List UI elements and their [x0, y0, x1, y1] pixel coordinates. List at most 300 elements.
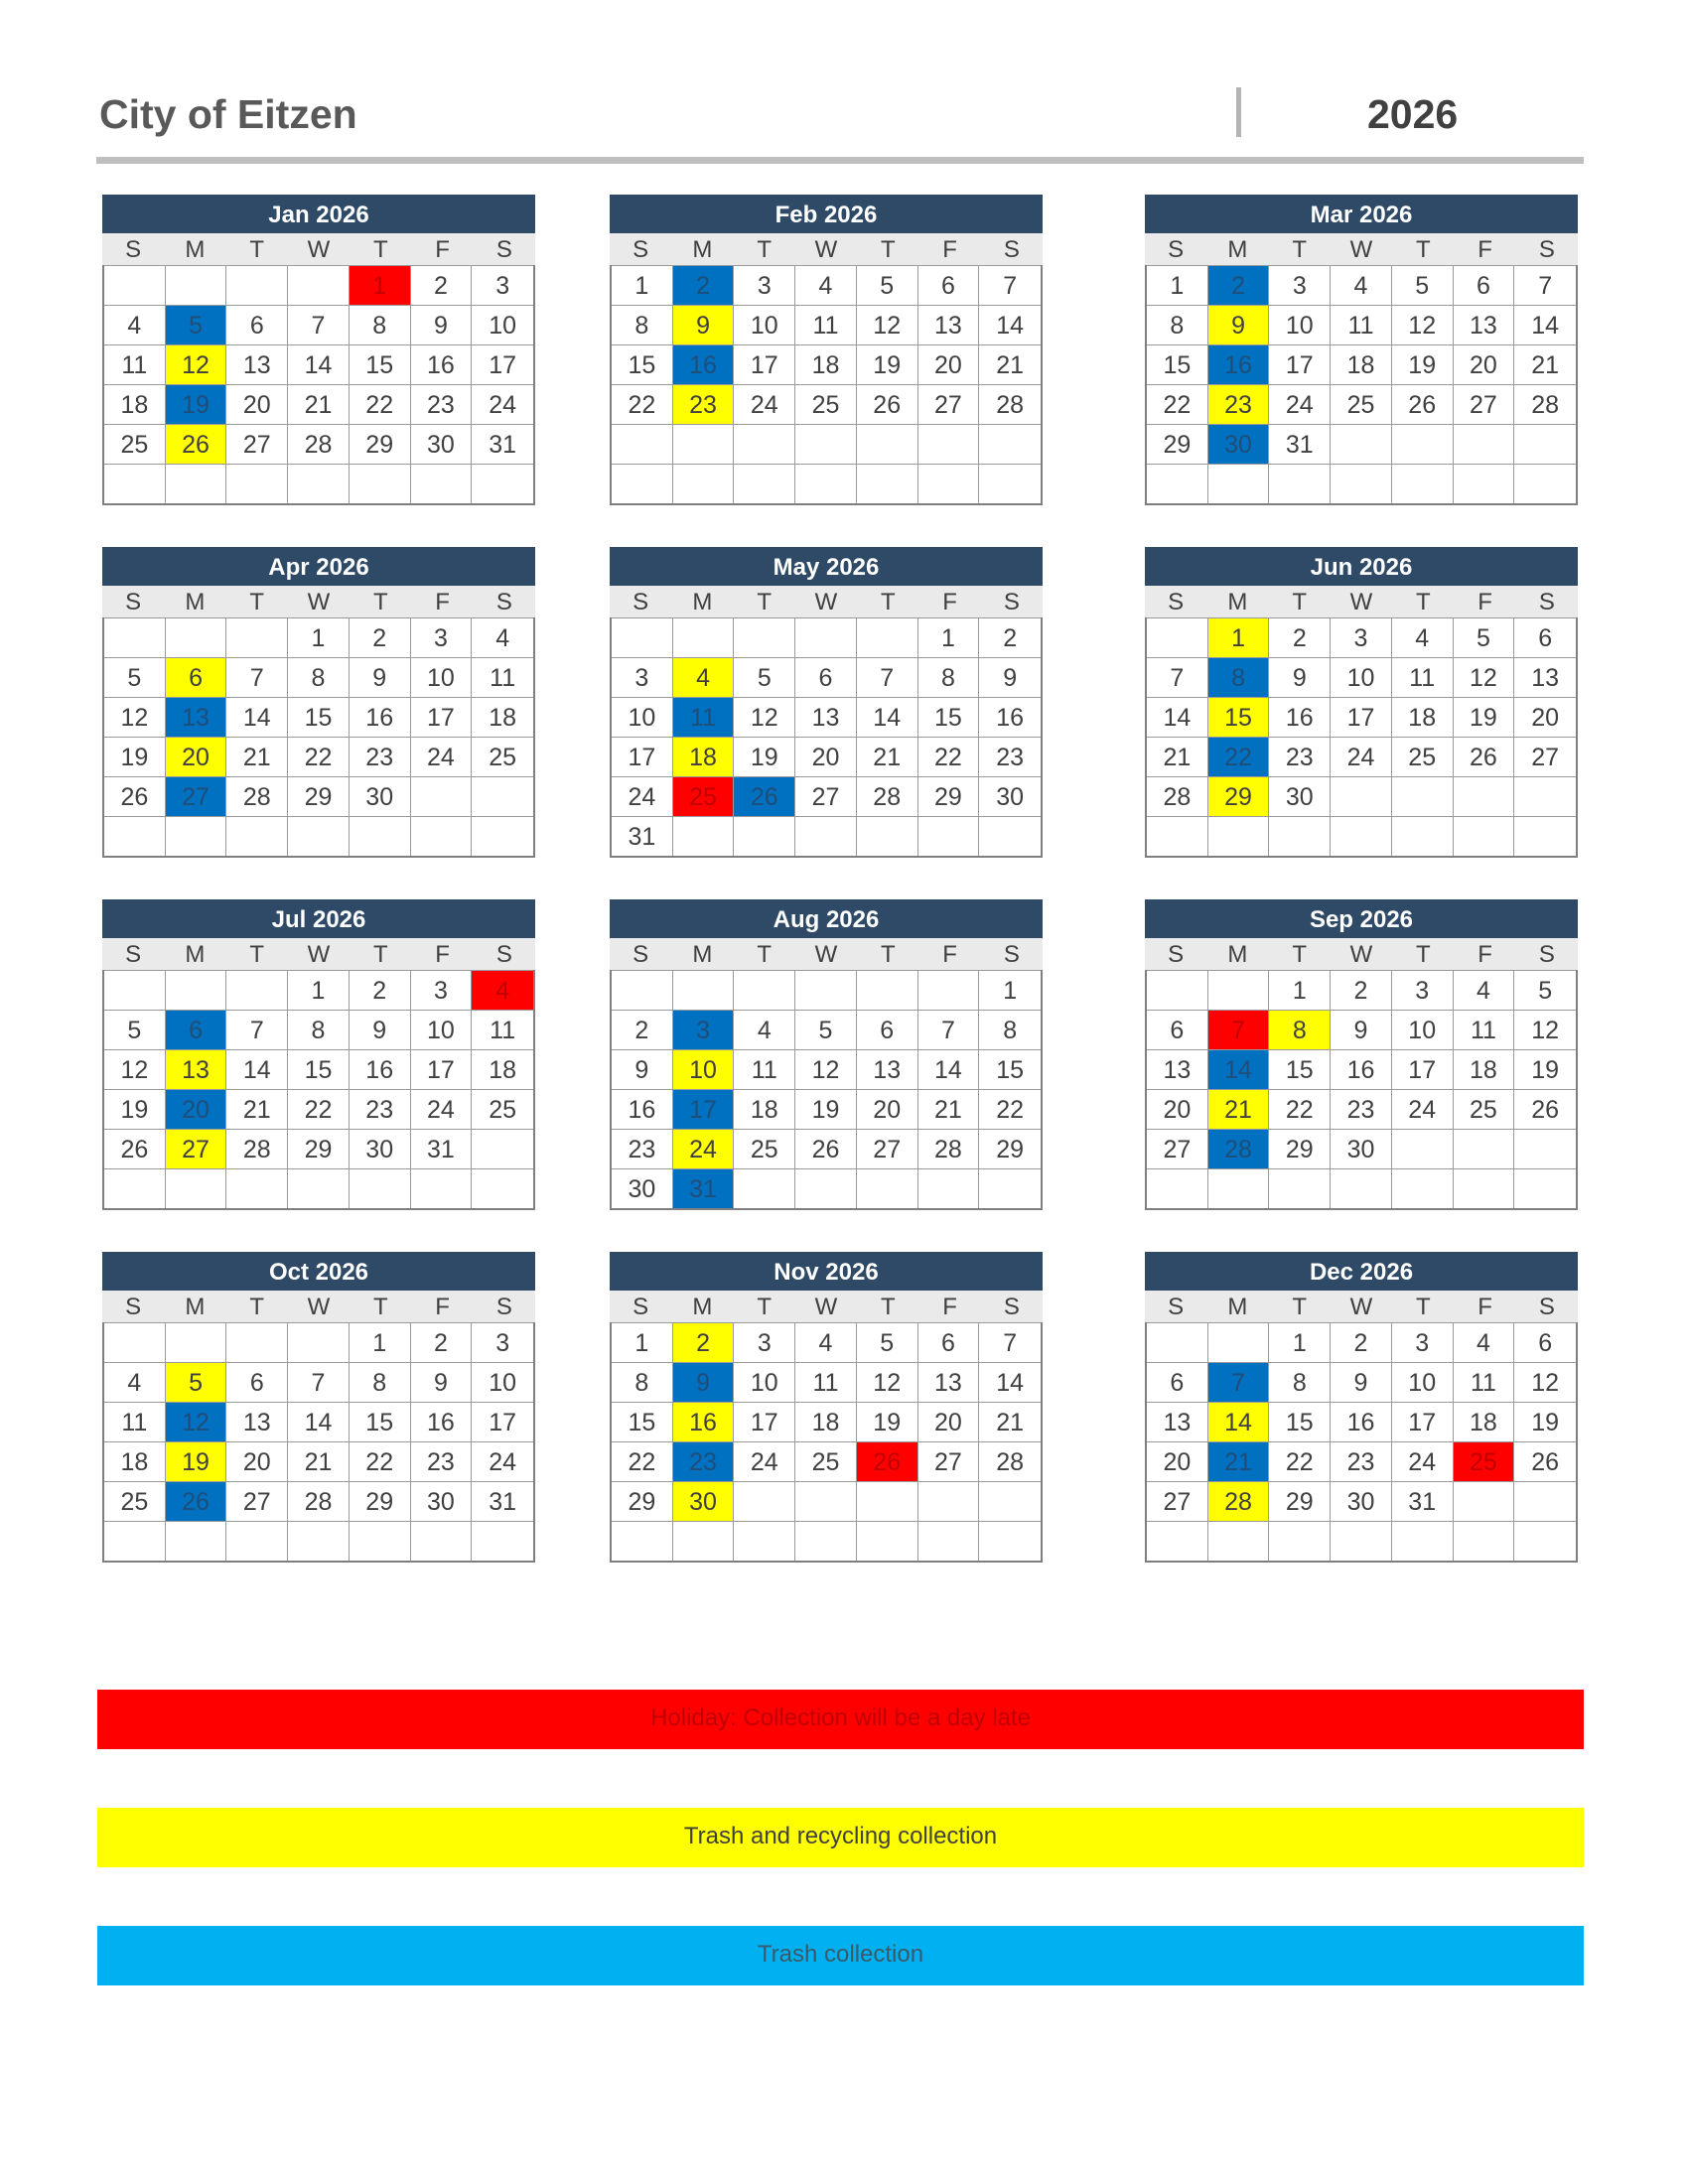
day-cell: 2 — [1208, 265, 1270, 305]
weekday-header — [1145, 586, 1578, 617]
day-cell: 14 — [288, 344, 350, 384]
day-cell: 25 — [673, 776, 735, 816]
day-cell: 23 — [1208, 384, 1270, 424]
day-cell: 24 — [1392, 1089, 1454, 1129]
weekday-label: S — [125, 1294, 142, 1320]
empty-cell — [104, 970, 166, 1010]
day-cell: 3 — [734, 265, 795, 305]
day-cell: 8 — [612, 1362, 673, 1402]
empty-cell — [857, 464, 918, 503]
empty-cell — [1454, 424, 1515, 464]
empty-cell — [411, 816, 473, 856]
day-cell: 9 — [1269, 657, 1331, 697]
weekday-label: T — [1415, 1294, 1431, 1320]
day-cell: 27 — [166, 1129, 227, 1168]
day-grid — [1145, 1322, 1578, 1563]
day-cell: 6 — [1147, 1010, 1208, 1049]
empty-cell — [857, 424, 918, 464]
day-cell: 3 — [612, 657, 673, 697]
empty-cell — [1147, 1322, 1208, 1362]
month-calendar — [102, 547, 535, 858]
day-cell: 13 — [1147, 1049, 1208, 1089]
day-cell: 23 — [411, 384, 473, 424]
day-cell: 11 — [1454, 1362, 1515, 1402]
empty-cell — [1392, 464, 1454, 503]
day-cell: 21 — [226, 1089, 288, 1129]
day-cell: 19 — [166, 1441, 227, 1481]
weekday-label: T — [1292, 1294, 1308, 1320]
month-title: Jul 2026 — [102, 899, 535, 938]
weekday-label: T — [1415, 941, 1431, 968]
day-cell: 19 — [857, 1402, 918, 1441]
day-cell: 8 — [918, 657, 980, 697]
day-cell: 4 — [1331, 265, 1392, 305]
weekday-label: F — [435, 236, 450, 263]
day-cell: 9 — [411, 1362, 473, 1402]
empty-cell — [795, 1481, 857, 1521]
day-grid — [102, 265, 535, 505]
day-cell: 20 — [166, 737, 227, 776]
empty-cell — [288, 1521, 350, 1561]
day-cell: 14 — [979, 1362, 1041, 1402]
empty-cell — [1514, 1521, 1576, 1561]
day-cell: 22 — [350, 384, 411, 424]
day-cell: 11 — [1392, 657, 1454, 697]
day-cell: 16 — [1331, 1049, 1392, 1089]
day-cell: 10 — [1331, 657, 1392, 697]
day-cell: 27 — [1514, 737, 1576, 776]
day-cell: 1 — [612, 1322, 673, 1362]
weekday-label: T — [1415, 589, 1431, 615]
day-cell: 17 — [1392, 1402, 1454, 1441]
day-cell: 27 — [1147, 1129, 1208, 1168]
day-cell: 10 — [472, 305, 533, 344]
empty-cell — [734, 1481, 795, 1521]
day-cell: 8 — [1269, 1362, 1331, 1402]
day-cell: 14 — [1514, 305, 1576, 344]
weekday-label: W — [814, 941, 838, 968]
empty-cell — [1147, 970, 1208, 1010]
weekday-label: S — [1003, 236, 1020, 263]
weekday-label: W — [307, 941, 331, 968]
day-cell: 5 — [104, 657, 166, 697]
day-cell: 2 — [612, 1010, 673, 1049]
day-cell: 20 — [1454, 344, 1515, 384]
empty-cell — [1392, 776, 1454, 816]
day-cell: 7 — [918, 1010, 980, 1049]
day-cell: 19 — [1392, 344, 1454, 384]
page-header — [96, 81, 1584, 161]
day-cell: 14 — [1147, 697, 1208, 737]
empty-cell — [1269, 816, 1331, 856]
empty-cell — [1514, 816, 1576, 856]
empty-cell — [734, 617, 795, 657]
month-title: Mar 2026 — [1145, 195, 1578, 233]
day-cell: 12 — [104, 697, 166, 737]
day-cell: 26 — [1392, 384, 1454, 424]
empty-cell — [734, 970, 795, 1010]
day-cell: 2 — [673, 265, 735, 305]
day-cell: 4 — [673, 657, 735, 697]
empty-cell — [411, 776, 473, 816]
day-cell: 12 — [734, 697, 795, 737]
day-cell: 13 — [226, 1402, 288, 1441]
weekday-label: S — [1538, 236, 1555, 263]
empty-cell — [1514, 424, 1576, 464]
day-cell: 8 — [612, 305, 673, 344]
empty-cell — [795, 1168, 857, 1208]
empty-cell — [1514, 464, 1576, 503]
empty-cell — [612, 424, 673, 464]
day-cell: 28 — [979, 384, 1041, 424]
empty-cell — [104, 1521, 166, 1561]
day-cell: 17 — [472, 344, 533, 384]
day-cell: 5 — [166, 305, 227, 344]
day-cell: 18 — [673, 737, 735, 776]
day-cell: 17 — [734, 344, 795, 384]
empty-cell — [166, 1322, 227, 1362]
day-cell: 7 — [288, 305, 350, 344]
day-cell: 12 — [1514, 1362, 1576, 1402]
day-cell: 31 — [472, 1481, 533, 1521]
empty-cell — [166, 970, 227, 1010]
weekday-label: S — [125, 941, 142, 968]
day-cell: 1 — [979, 970, 1041, 1010]
month-calendar — [610, 899, 1043, 1210]
day-cell: 29 — [979, 1129, 1041, 1168]
weekday-label: S — [1168, 941, 1185, 968]
month-calendar — [102, 1252, 535, 1563]
weekday-label: S — [495, 941, 512, 968]
day-cell: 18 — [104, 1441, 166, 1481]
day-cell: 18 — [1454, 1049, 1515, 1089]
day-cell: 24 — [734, 1441, 795, 1481]
empty-cell — [350, 464, 411, 503]
day-cell: 20 — [166, 1089, 227, 1129]
day-cell: 15 — [350, 344, 411, 384]
day-cell: 16 — [1331, 1402, 1392, 1441]
weekday-label: S — [495, 589, 512, 615]
day-cell: 19 — [1454, 697, 1515, 737]
weekday-label: S — [1168, 236, 1185, 263]
day-cell: 31 — [1269, 424, 1331, 464]
day-cell: 7 — [288, 1362, 350, 1402]
weekday-label: W — [1349, 236, 1373, 263]
day-cell: 1 — [1147, 265, 1208, 305]
day-cell: 4 — [1454, 1322, 1515, 1362]
day-cell: 22 — [612, 384, 673, 424]
weekday-label: S — [1538, 941, 1555, 968]
empty-cell — [1269, 1521, 1331, 1561]
day-cell: 3 — [673, 1010, 735, 1049]
day-cell: 12 — [857, 305, 918, 344]
day-cell: 17 — [411, 697, 473, 737]
day-cell: 22 — [979, 1089, 1041, 1129]
day-cell: 18 — [734, 1089, 795, 1129]
empty-cell — [472, 464, 533, 503]
weekday-label: T — [372, 236, 388, 263]
empty-cell — [1331, 424, 1392, 464]
day-cell: 30 — [979, 776, 1041, 816]
day-cell: 22 — [1269, 1441, 1331, 1481]
day-cell: 26 — [104, 776, 166, 816]
empty-cell — [1147, 1168, 1208, 1208]
day-cell: 30 — [411, 424, 473, 464]
empty-cell — [226, 1322, 288, 1362]
empty-cell — [1454, 1168, 1515, 1208]
day-cell: 30 — [1331, 1129, 1392, 1168]
day-cell: 21 — [857, 737, 918, 776]
month-title: Jan 2026 — [102, 195, 535, 233]
day-cell: 28 — [288, 424, 350, 464]
day-cell: 12 — [166, 1402, 227, 1441]
day-cell: 1 — [288, 970, 350, 1010]
day-cell: 5 — [1454, 617, 1515, 657]
day-cell: 16 — [673, 1402, 735, 1441]
day-cell: 6 — [226, 305, 288, 344]
day-cell: 5 — [1514, 970, 1576, 1010]
day-cell: 6 — [166, 1010, 227, 1049]
weekday-header — [102, 586, 535, 617]
weekday-header — [102, 938, 535, 970]
day-cell: 2 — [350, 617, 411, 657]
day-cell: 23 — [411, 1441, 473, 1481]
empty-cell — [288, 1168, 350, 1208]
day-cell: 25 — [472, 1089, 533, 1129]
weekday-label: S — [1538, 589, 1555, 615]
weekday-label: M — [692, 236, 713, 263]
weekday-header — [102, 233, 535, 265]
day-cell: 23 — [673, 384, 735, 424]
day-cell: 6 — [857, 1010, 918, 1049]
weekday-label: M — [692, 589, 713, 615]
day-cell: 29 — [288, 776, 350, 816]
day-cell: 1 — [918, 617, 980, 657]
month-title: May 2026 — [610, 547, 1043, 586]
day-cell: 26 — [857, 384, 918, 424]
day-cell: 11 — [734, 1049, 795, 1089]
day-cell: 10 — [1269, 305, 1331, 344]
year-title: 2026 — [1367, 91, 1459, 137]
weekday-label: W — [1349, 941, 1373, 968]
day-cell: 19 — [1514, 1402, 1576, 1441]
day-cell: 4 — [104, 1362, 166, 1402]
empty-cell — [734, 424, 795, 464]
day-grid — [102, 617, 535, 858]
empty-cell — [1454, 816, 1515, 856]
empty-cell — [979, 464, 1041, 503]
day-cell: 6 — [226, 1362, 288, 1402]
day-cell: 31 — [472, 424, 533, 464]
empty-cell — [1454, 1481, 1515, 1521]
day-cell: 11 — [795, 1362, 857, 1402]
empty-cell — [1269, 1168, 1331, 1208]
day-cell: 21 — [226, 737, 288, 776]
empty-cell — [857, 617, 918, 657]
weekday-label: M — [1227, 941, 1248, 968]
day-cell: 23 — [1331, 1089, 1392, 1129]
empty-cell — [166, 1521, 227, 1561]
empty-cell — [166, 464, 227, 503]
empty-cell — [166, 1168, 227, 1208]
header-rule — [96, 157, 1584, 164]
weekday-label: S — [633, 941, 649, 968]
weekday-label: F — [435, 941, 450, 968]
empty-cell — [673, 816, 735, 856]
empty-cell — [1331, 816, 1392, 856]
month-calendar — [1145, 899, 1578, 1210]
empty-cell — [1331, 464, 1392, 503]
empty-cell — [857, 1168, 918, 1208]
empty-cell — [226, 1521, 288, 1561]
day-cell: 24 — [411, 737, 473, 776]
day-cell: 15 — [350, 1402, 411, 1441]
empty-cell — [857, 816, 918, 856]
day-cell: 21 — [918, 1089, 980, 1129]
month-calendar — [610, 1252, 1043, 1563]
month-title: Oct 2026 — [102, 1252, 535, 1291]
weekday-label: M — [692, 941, 713, 968]
weekday-label: T — [249, 941, 265, 968]
day-cell: 27 — [918, 384, 980, 424]
empty-cell — [472, 776, 533, 816]
day-cell: 21 — [1514, 344, 1576, 384]
weekday-label: T — [1415, 236, 1431, 263]
city-title: City of Eitzen — [99, 91, 357, 137]
day-cell: 25 — [1454, 1089, 1515, 1129]
empty-cell — [1454, 1521, 1515, 1561]
day-cell: 6 — [918, 1322, 980, 1362]
day-cell: 23 — [612, 1129, 673, 1168]
weekday-label: T — [372, 1294, 388, 1320]
day-cell: 14 — [288, 1402, 350, 1441]
empty-cell — [979, 1168, 1041, 1208]
day-cell: 18 — [1454, 1402, 1515, 1441]
day-cell: 7 — [979, 1322, 1041, 1362]
legend-trash: Trash collection — [97, 1926, 1584, 1985]
day-cell: 24 — [612, 776, 673, 816]
day-cell: 24 — [734, 384, 795, 424]
day-cell: 17 — [472, 1402, 533, 1441]
day-cell: 29 — [1147, 424, 1208, 464]
empty-cell — [979, 816, 1041, 856]
weekday-label: T — [880, 236, 896, 263]
day-cell: 29 — [1208, 776, 1270, 816]
day-cell: 7 — [226, 1010, 288, 1049]
day-cell: 1 — [1269, 970, 1331, 1010]
empty-cell — [734, 464, 795, 503]
weekday-label: T — [757, 1294, 773, 1320]
day-cell: 31 — [612, 816, 673, 856]
day-cell: 26 — [104, 1129, 166, 1168]
empty-cell — [612, 464, 673, 503]
empty-cell — [226, 617, 288, 657]
day-cell: 24 — [411, 1089, 473, 1129]
day-cell: 10 — [411, 657, 473, 697]
empty-cell — [288, 464, 350, 503]
day-cell: 7 — [979, 265, 1041, 305]
day-cell: 25 — [1331, 384, 1392, 424]
day-cell: 7 — [1208, 1010, 1270, 1049]
day-cell: 2 — [1269, 617, 1331, 657]
day-grid — [610, 970, 1043, 1210]
empty-cell — [918, 424, 980, 464]
empty-cell — [104, 816, 166, 856]
day-cell: 29 — [918, 776, 980, 816]
month-title: Sep 2026 — [1145, 899, 1578, 938]
day-cell: 7 — [857, 657, 918, 697]
day-cell: 22 — [288, 737, 350, 776]
weekday-label: W — [814, 236, 838, 263]
day-cell: 12 — [166, 344, 227, 384]
empty-cell — [918, 1481, 980, 1521]
weekday-label: T — [249, 1294, 265, 1320]
weekday-label: M — [185, 236, 206, 263]
weekday-label: F — [942, 589, 957, 615]
day-cell: 29 — [612, 1481, 673, 1521]
day-cell: 15 — [1208, 697, 1270, 737]
day-cell: 21 — [1208, 1089, 1270, 1129]
weekday-label: F — [942, 1294, 957, 1320]
weekday-label: M — [185, 1294, 206, 1320]
weekday-label: M — [185, 589, 206, 615]
empty-cell — [734, 816, 795, 856]
empty-cell — [472, 816, 533, 856]
day-cell: 13 — [226, 344, 288, 384]
day-cell: 9 — [673, 305, 735, 344]
weekday-label: M — [692, 1294, 713, 1320]
day-cell: 17 — [612, 737, 673, 776]
day-cell: 20 — [795, 737, 857, 776]
day-cell: 20 — [226, 1441, 288, 1481]
day-cell: 4 — [472, 617, 533, 657]
empty-cell — [857, 1481, 918, 1521]
day-cell: 28 — [857, 776, 918, 816]
day-cell: 3 — [411, 970, 473, 1010]
weekday-label: F — [942, 236, 957, 263]
day-cell: 5 — [1392, 265, 1454, 305]
day-cell: 31 — [1392, 1481, 1454, 1521]
empty-cell — [166, 617, 227, 657]
empty-cell — [288, 265, 350, 305]
empty-cell — [1269, 464, 1331, 503]
month-calendar — [1145, 1252, 1578, 1563]
day-cell: 22 — [1208, 737, 1270, 776]
day-cell: 28 — [226, 1129, 288, 1168]
day-cell: 9 — [673, 1362, 735, 1402]
day-cell: 18 — [104, 384, 166, 424]
weekday-label: T — [372, 589, 388, 615]
day-cell: 26 — [795, 1129, 857, 1168]
day-cell: 18 — [795, 1402, 857, 1441]
day-cell: 28 — [1208, 1129, 1270, 1168]
empty-cell — [1514, 1481, 1576, 1521]
day-cell: 10 — [1392, 1010, 1454, 1049]
empty-cell — [857, 970, 918, 1010]
day-cell: 19 — [1514, 1049, 1576, 1089]
empty-cell — [734, 1521, 795, 1561]
day-cell: 25 — [1454, 1441, 1515, 1481]
day-cell: 24 — [1269, 384, 1331, 424]
day-cell: 27 — [226, 424, 288, 464]
day-cell: 11 — [104, 344, 166, 384]
empty-cell — [795, 970, 857, 1010]
day-cell: 28 — [1514, 384, 1576, 424]
day-cell: 15 — [1269, 1049, 1331, 1089]
day-cell: 11 — [673, 697, 735, 737]
day-cell: 2 — [1331, 970, 1392, 1010]
day-cell: 2 — [979, 617, 1041, 657]
